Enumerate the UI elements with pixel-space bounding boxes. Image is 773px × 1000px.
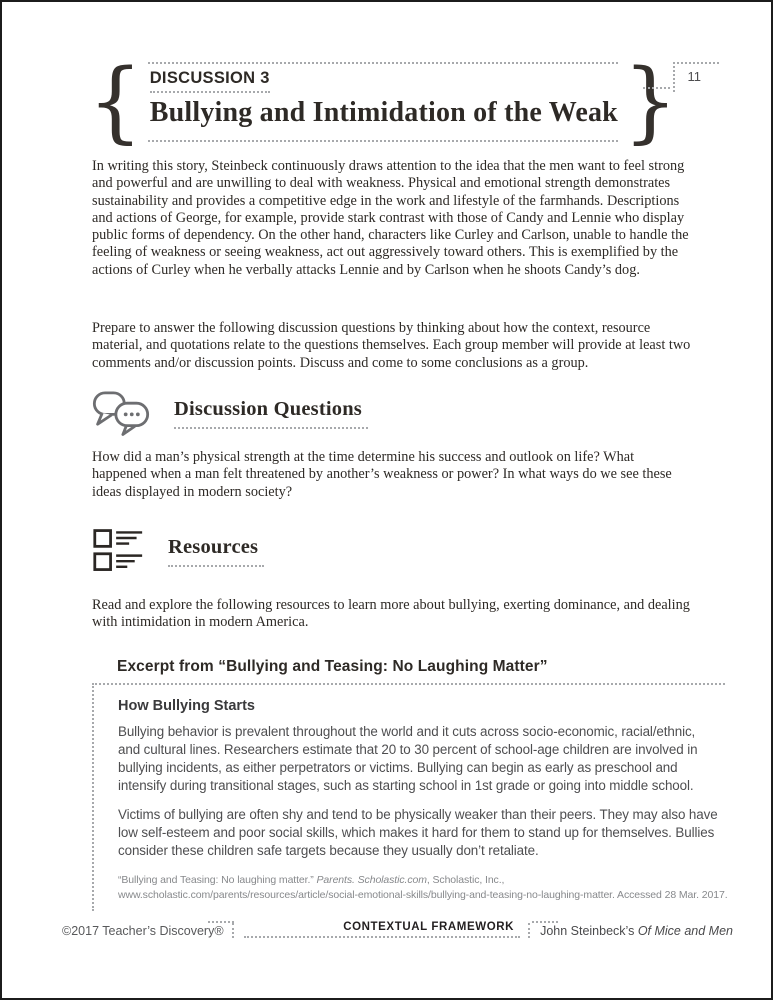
- excerpt-section: [92, 658, 728, 911]
- citation-line1: [118, 873, 725, 888]
- intro-paragraph-1: In writing this story, Steinbeck continuously draws attention to the idea that the men want to feel strong and powerful and are unwilling to deal with weakness. Physical and emotional strength demonstrates sustainability and provides a competitive edge in the work and lifestyle of the farmhands. Descriptions and actions of George, for example, provide stark contrast with those of Candy and Lennie who display public forms of dependency. On the other hand, characters like Curley and Carlson, unable to handle the feeling of weakness or seeing weakness, act out aggressively toward others. This is exemplified by the actions of Curley when he verbally attacks Lennie and by Carlson when he shoots Candy’s dog.: [92, 158, 689, 278]
- page-number: [673, 62, 720, 92]
- footer-rule-cap-left: [232, 923, 236, 938]
- footer-book-reference: [540, 924, 733, 938]
- checklist-icon: [92, 526, 144, 576]
- citation-line2: www.scholastic.com/parents/resources/article/social-emotional-skills/bullying-and-teasing-no-laughing-matter. Accessed 28 Mar. 2017.: [118, 889, 728, 901]
- excerpt-title: Excerpt from “Bullying and Teasing: No Laughing Matter”: [117, 658, 548, 675]
- speech-bubbles-icon: [92, 390, 150, 436]
- excerpt-citation: [118, 873, 728, 903]
- citation-source-italic: Parents. Scholastic.com: [316, 874, 427, 886]
- decorative-brace-right: }: [622, 51, 678, 153]
- resources-heading: Resources: [168, 536, 264, 567]
- decorative-brace-left: {: [88, 51, 143, 153]
- footer-rule-dash-right: [532, 921, 558, 923]
- citation-text-after: , Scholastic, Inc.,: [426, 874, 505, 886]
- excerpt-paragraph-2: Victims of bullying are often shy and tend to be physically weaker than their peers. They may also have low self-esteem and poor social skills, which makes it hard for them to stand up for themselves. Bullies consider these children safe targets because they usually don’t retaliate.: [118, 807, 718, 858]
- discussion-question-text: How did a man’s physical strength at the time determine his success and outlook on life? What happened when a man felt threatened by another’s weakness or power? In what ways do we see these ideas displayed in modern society?: [92, 449, 672, 500]
- page-masthead: [88, 51, 678, 153]
- discussion-questions-heading-row: [92, 390, 368, 436]
- copyright-text: ©2017 Teacher’s Discovery®: [62, 924, 224, 938]
- page-number-value: 11: [687, 69, 701, 84]
- book-author-prefix: John Steinbeck’s: [540, 924, 638, 938]
- book-title: Of Mice and Men: [637, 924, 733, 938]
- resources-heading-row: [92, 526, 264, 576]
- excerpt-subheading: How Bullying Starts: [118, 698, 255, 714]
- discussion-kicker: DISCUSSION 3: [150, 69, 270, 93]
- resources-intro-text: Read and explore the following resources to learn more about bullying, exerting dominance, and dealing with intimidation in modern America.: [92, 597, 690, 631]
- intro-paragraph-2: Prepare to answer the following discussion questions by thinking about how the context, resource material, and quotations relate to the questions themselves. Each group member will provide at least two comments and/or discussion points. Discuss and come to some conclusions as a group.: [92, 320, 691, 371]
- footer-dotted-rule: [244, 921, 521, 938]
- page-footer: [62, 921, 733, 938]
- excerpt-box: [92, 683, 728, 911]
- page-number-box: [673, 62, 720, 92]
- citation-text-before: “Bullying and Teasing: No laughing matter.”: [118, 874, 317, 886]
- footer-rule-dash-left: [208, 921, 234, 923]
- page-title: Bullying and Intimidation of the Weak: [149, 97, 618, 128]
- footer-section-label: CONTEXTUAL FRAMEWORK: [343, 921, 515, 933]
- discussion-questions-heading: Discussion Questions: [174, 398, 368, 429]
- excerpt-paragraph-1: Bullying behavior is prevalent throughout the world and it cuts across socio-economic, racial/ethnic, and cultural lines. Researchers estimate that 20 to 30 percent of school-age children are involved in bullying incidents, as either perpetrators or victims. Bullying can begin as early as preschool and intensify during transitional stages, such as starting school in 1st grade or going into middle school.: [118, 724, 698, 793]
- page-number-dash: [643, 87, 670, 89]
- masthead-core: [148, 62, 618, 142]
- footer-rule-cap-right: [528, 923, 532, 938]
